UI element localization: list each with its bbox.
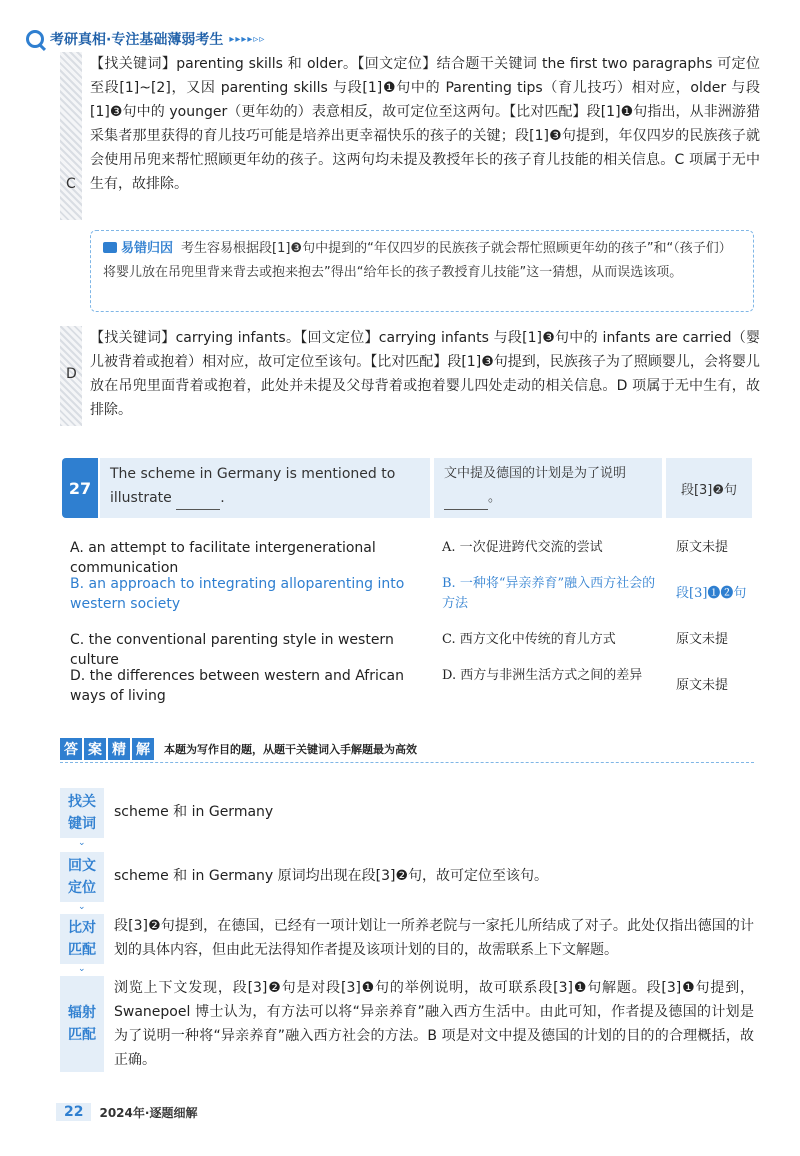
answer-heading-char: 解 <box>132 738 154 760</box>
page-header <box>26 28 265 50</box>
answer-heading-char: 答 <box>60 738 82 760</box>
choice-status: 原文未提 <box>676 678 729 693</box>
step-label-locate: 回文定位 <box>60 852 104 902</box>
chevron-down-icon: ⌄ <box>78 902 86 912</box>
answer-heading-char: 精 <box>108 738 130 760</box>
blank-line <box>176 496 220 510</box>
option-c-text: 【找关键词】parenting skills 和 older。【回文定位】结合题干关键词 the first two paragraphs 可定位至段[1]~[2]，又因 parenting skills 与段[1]❶句中的 Parenting tips（育儿技巧）相对应，older 与段[1]❸句中的 younger（更年幼的）表意相反，故可定位至这两句。【比对匹配】段[1]❶句指出，从非洲游猎采集者那里获得的育儿技巧可能是培养出更幸福快乐的孩子的关键；段[1]❸句提到，年仅四岁的民族孩子就会使用吊兜来帮忙照顾更年幼的孩子。这两句均未提及教授年长的孩子育儿技能的相关信息。C 项属于无中生有，故排除。 <box>90 56 760 192</box>
option-letter: D <box>66 366 77 382</box>
answer-heading <box>60 738 417 760</box>
question-stem-cn: 文中提及德国的计划是为了说明。 <box>434 458 662 518</box>
choice-en: B. an approach to integrating alloparenting into western society <box>70 576 405 612</box>
header-arrows: ▸▸▸▸▹▹ <box>229 33 266 45</box>
choice-status: 原文未提 <box>676 540 729 555</box>
option-stripe <box>60 52 82 220</box>
choice-en: A. an attempt to facilitate intergenerational communication <box>70 540 376 576</box>
error-cause-tag: 易错归因 <box>121 241 174 256</box>
choice-cn: C. 西方文化中传统的育儿方式 <box>442 632 616 647</box>
header-title: 考研真相·专注基础薄弱考生 <box>50 32 224 48</box>
choice-status: 段[3]❶❷句 <box>676 586 747 601</box>
choice-en: D. the differences between western and African ways of living <box>70 668 405 704</box>
step-label-compare: 比对匹配 <box>60 914 104 964</box>
book-name: 2024年·逐题细解 <box>99 1105 198 1120</box>
note-icon <box>103 242 117 253</box>
option-c-analysis <box>60 52 760 220</box>
page-number: 22 <box>56 1103 91 1121</box>
error-cause-box <box>90 230 754 312</box>
choice-en: C. the conventional parenting style in western culture <box>70 632 394 668</box>
magnifier-logo-icon <box>26 30 44 48</box>
option-d-text: 【找关键词】carrying infants。【回文定位】carrying infants 与段[1]❸句中的 infants are carried（婴儿被背着或抱着）相对应，故可定位至该句。【比对匹配】段[1]❸句提到，民族孩子为了照顾婴儿，会将婴儿放在吊兜里面背着或抱着，此处并未提及父母背着或抱着婴儿四处走动的相关信息。D 项属于无中生有，故排除。 <box>90 330 760 418</box>
question-stem-en-text: The scheme in Germany is mentioned to illustrate <box>110 466 396 506</box>
choice-status: 原文未提 <box>676 632 729 647</box>
blank-line <box>444 496 488 510</box>
option-d-analysis <box>60 326 760 426</box>
step-text-keyword: scheme 和 in Germany <box>114 804 274 820</box>
choice-cn: A. 一次促进跨代交流的尝试 <box>442 540 603 555</box>
choice-cn: B. 一种将“异亲养育”融入西方社会的方法 <box>442 576 656 611</box>
step-text-radiate: 浏览上下文发现，段[3]❷句是对段[3]❶句的举例说明，故可联系段[3]❶句解题。段[3]❶句提到，Swanepoel 博士认为，有方法可以将“异亲养育”融入西方生活中。由此可知，作者提及德国的计划是为了说明一种将“异亲养育”融入西方社会的方法。B 项是对文中提及德国的计划的目的的合理概括，故正确。 <box>114 980 754 1068</box>
step-text-locate: scheme 和 in Germany 原词均出现在段[3]❷句，故可定位至该句。 <box>114 868 549 884</box>
question-stem-cn-text: 文中提及德国的计划是为了说明 <box>444 466 627 481</box>
option-letter: C <box>66 176 76 192</box>
chevron-down-icon: ⌄ <box>78 964 86 974</box>
choice-cn: D. 西方与非洲生活方式之间的差异 <box>442 668 643 683</box>
answer-heading-desc: 本题为写作目的题，从题干关键词入手解题最为高效 <box>164 743 417 756</box>
page-footer <box>56 1103 197 1121</box>
chevron-down-icon: ⌄ <box>78 838 86 848</box>
question-number: 27 <box>62 458 98 518</box>
error-cause-text: 考生容易根据段[1]❸句中提到的“年仅四岁的民族孩子就会帮忙照顾更年幼的孩子”和“（孩子们）将婴儿放在吊兜里背来背去或抱来抱去”得出“给年长的孩子教授育儿技能”这一猜想，从而误选该项。 <box>103 241 732 280</box>
question-stem-en: The scheme in Germany is mentioned to illustrate . <box>100 458 430 518</box>
step-label-radiate: 辐射匹配 <box>60 976 104 1072</box>
step-label-keyword: 找关键词 <box>60 788 104 838</box>
answer-heading-char: 案 <box>84 738 106 760</box>
divider <box>60 762 754 763</box>
step-text-compare: 段[3]❷句提到，在德国，已经有一项计划让一所养老院与一家托儿所结成了对子。此处仅指出德国的计划的具体内容，但由此无法得知作者提及该项计划的目的，故需联系上下文解题。 <box>114 918 754 958</box>
question-location: 段[3]❷句 <box>666 458 752 518</box>
